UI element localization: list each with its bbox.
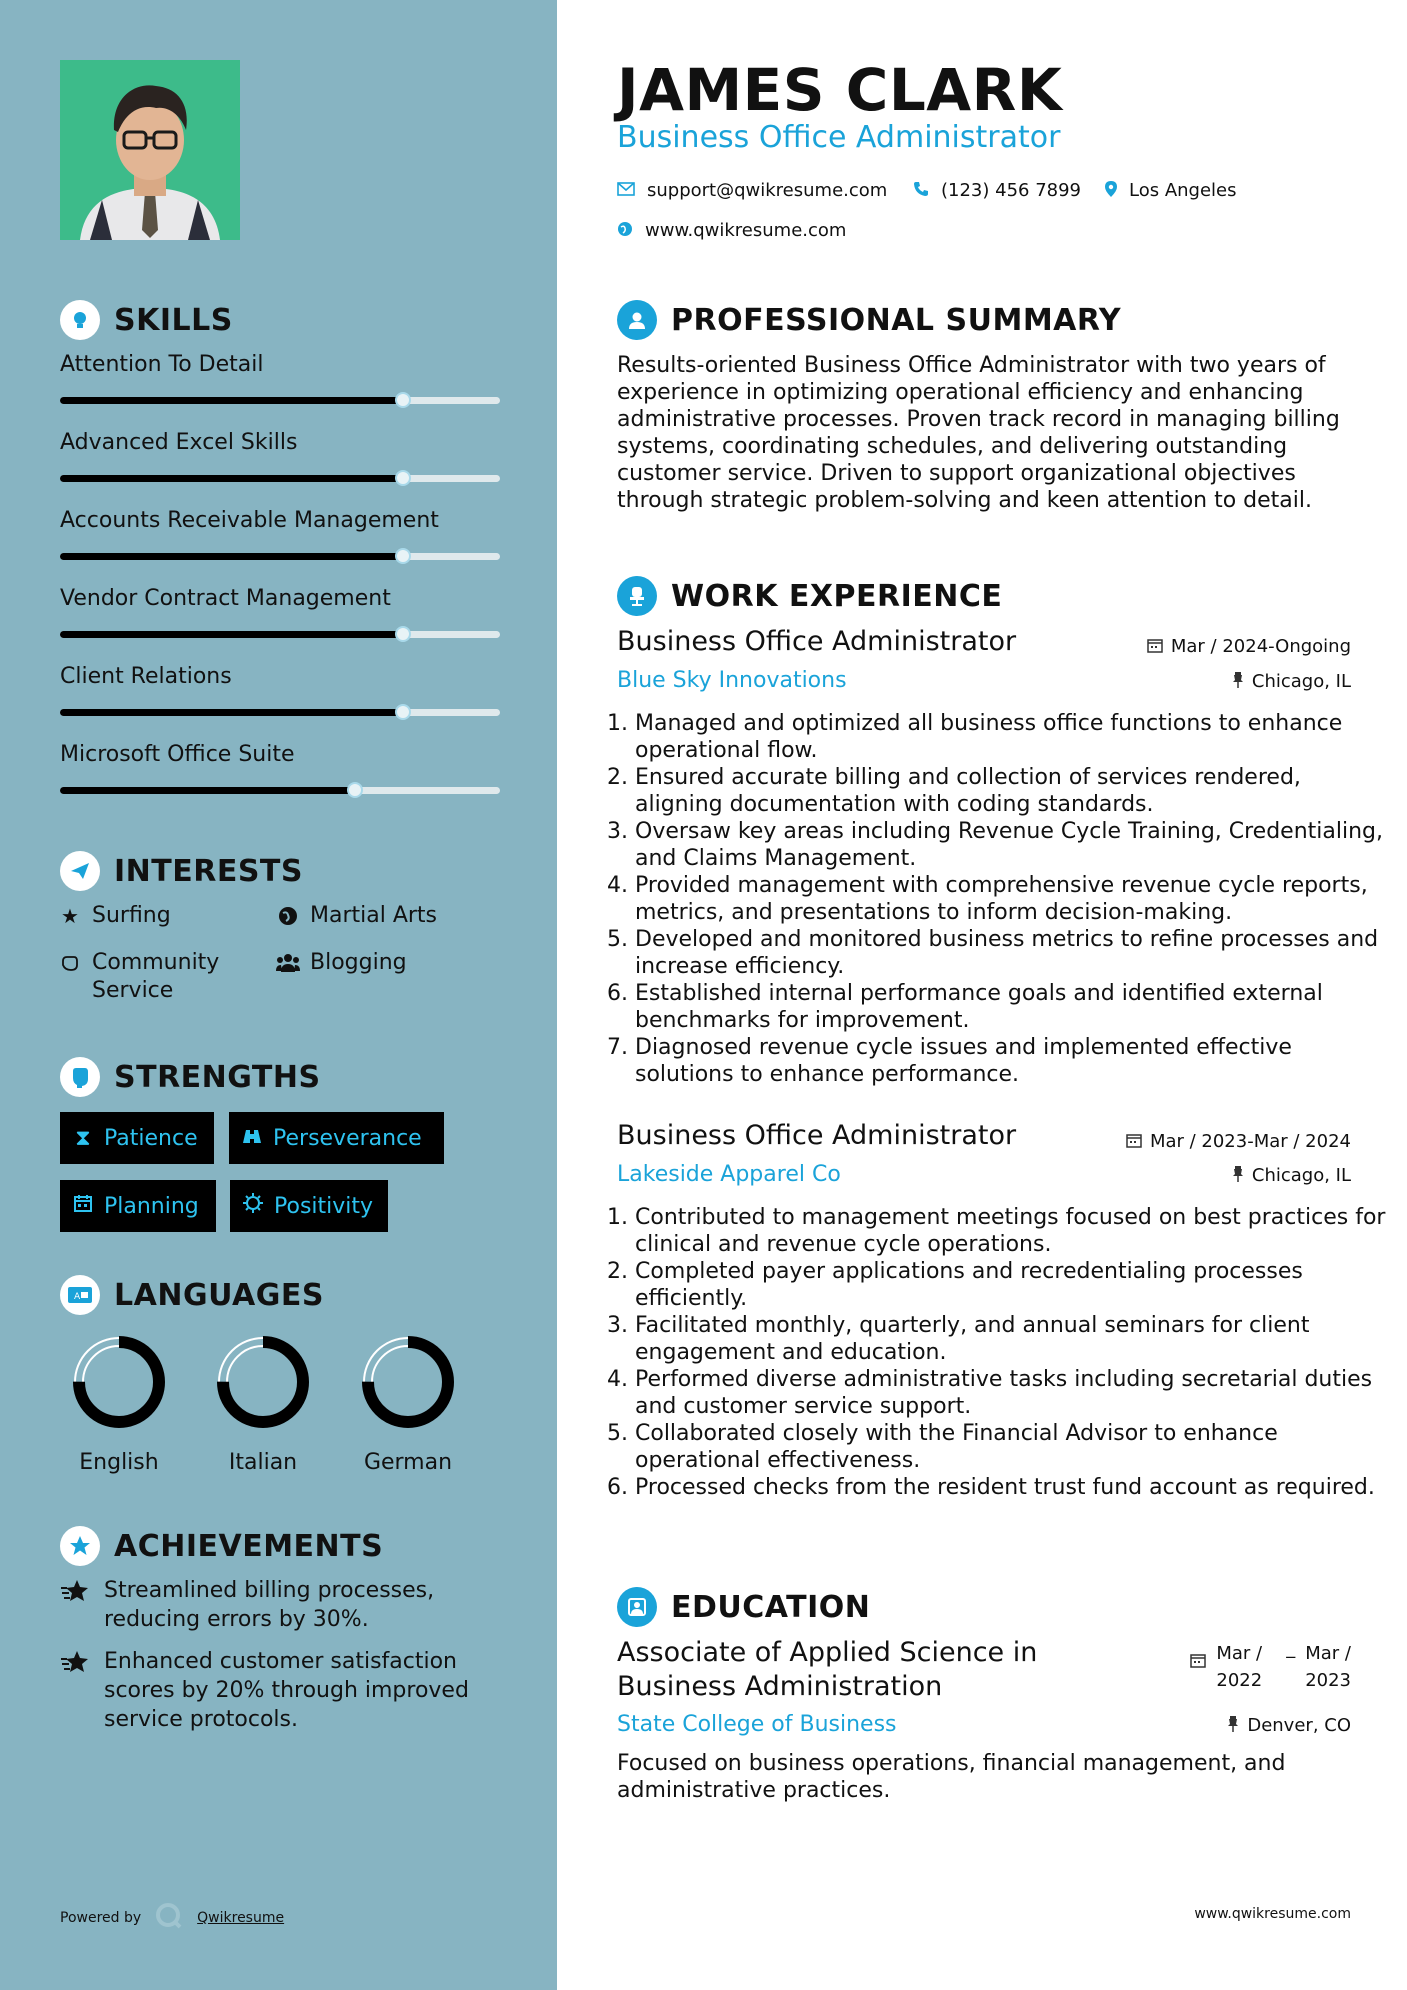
skill-level-knob: [395, 392, 411, 408]
skill-name: Attention To Detail: [60, 352, 264, 377]
education-school: State College of Business: [617, 1712, 897, 1737]
strength-label: Perseverance: [273, 1125, 422, 1151]
education-degree: [617, 1636, 1037, 1704]
experience-title: WORK EXPERIENCE: [671, 578, 1003, 614]
job-duty: 5. Developed and monitored business metrics to refine processes and increase efficiency.: [635, 926, 1395, 980]
strengths-title: STRENGTHS: [114, 1059, 321, 1095]
pin-icon: [1232, 1166, 1244, 1186]
job-duty: 2. Completed payer applications and recredentialing processes efficiently.: [635, 1258, 1395, 1312]
language-label: Italian: [228, 1450, 298, 1475]
qwikresume-logo-icon: [155, 1902, 183, 1934]
job-duty: 6. Processed checks from the resident trust fund account as required.: [635, 1474, 1395, 1501]
skill-level-bar: [60, 709, 500, 716]
language-label: German: [363, 1450, 453, 1475]
skill-level-fill: [60, 475, 403, 482]
website-text: www.qwikresume.com: [645, 220, 847, 241]
star-icon: [60, 1576, 92, 1634]
users-icon: [276, 949, 300, 977]
job-company: Lakeside Apparel Co: [617, 1162, 841, 1187]
graduate-icon: [617, 1587, 657, 1627]
education-description: Focused on business operations, financial management, and administrative practices.: [617, 1751, 1286, 1803]
job-title: Business Office Administrator: [617, 1120, 1017, 1151]
skills-title: SKILLS: [114, 302, 233, 338]
star-badge-icon: [60, 1526, 100, 1566]
powered-by: [60, 1902, 284, 1934]
skill-level-knob: [347, 782, 363, 798]
date-end-year: 2023: [1305, 1670, 1351, 1691]
hourglass-icon: ⧗: [75, 1125, 91, 1151]
job-duties-list: [599, 710, 1395, 1088]
job-location-text: Chicago, IL: [1251, 671, 1351, 692]
hand-icon: [58, 949, 82, 977]
skill-level-knob: [395, 626, 411, 642]
candidate-title: Business Office Administrator: [617, 120, 1061, 155]
skill-level-bar: [60, 553, 500, 560]
skill-level-fill: [60, 553, 403, 560]
skill-name: Accounts Receivable Management: [60, 508, 439, 533]
sun-icon: [242, 1192, 264, 1220]
skill-name: Advanced Excel Skills: [60, 430, 298, 455]
star-icon: ★: [61, 904, 79, 928]
qwikresume-link[interactable]: Qwikresume: [197, 1910, 285, 1926]
strength-patience: [60, 1112, 214, 1164]
skill-level-fill: [60, 709, 403, 716]
strength-perseverance: [229, 1112, 444, 1164]
job-duties-list: [599, 1204, 1395, 1501]
skill-name: Client Relations: [60, 664, 232, 689]
job-duty: 2. Ensured accurate billing and collection of services rendered, aligning documentation with coding standards.: [635, 764, 1395, 818]
interest-label: Blogging: [310, 950, 407, 975]
interests-heading: [60, 851, 303, 891]
degree-line-2: Business Administration: [617, 1671, 943, 1702]
chair-icon: [617, 576, 657, 616]
skill-name: Vendor Contract Management: [60, 586, 391, 611]
interest-martial-arts: [276, 902, 437, 930]
skill-level-fill: [60, 787, 355, 794]
skills-heading: [60, 300, 233, 340]
skill-item: [60, 586, 500, 638]
skill-item: [60, 664, 500, 716]
map-pin-icon: [1105, 181, 1117, 201]
job-duty: 4. Performed diverse administrative tasks including secretarial duties and customer service support.: [635, 1366, 1395, 1420]
strengths-heading: [60, 1057, 321, 1097]
language-label: English: [79, 1450, 159, 1475]
skill-level-knob: [395, 548, 411, 564]
job-date-text: Mar / 2024-Ongoing: [1170, 636, 1351, 657]
job-location: [1232, 671, 1351, 692]
main-content: [557, 0, 1407, 1990]
degree-line-1: Associate of Applied Science in: [617, 1637, 1038, 1668]
phone-icon: [913, 181, 929, 201]
job-duty: 7. Diagnosed revenue cycle issues and implemented effective solutions to enhance performance.: [635, 1034, 1395, 1088]
phone-text: (123) 456 7899: [941, 180, 1082, 201]
contact-phone[interactable]: [913, 180, 1081, 201]
job-duty: 1. Managed and optimized all business office functions to enhance operational flow.: [635, 710, 1395, 764]
achievement-text: Enhanced customer satisfaction scores by 20% through improved service protocols.: [104, 1649, 469, 1732]
language-item: [358, 1332, 458, 1475]
job-duty: 6. Established internal performance goals and identified external benchmarks for improvement.: [635, 980, 1395, 1034]
email-text: support@qwikresume.com: [647, 180, 888, 201]
achievement-item: [60, 1647, 500, 1734]
skill-item: [60, 742, 500, 794]
strength-planning: [60, 1180, 216, 1232]
education-title: EDUCATION: [671, 1589, 871, 1625]
job-duty: 1. Contributed to management meetings focused on best practices for clinical and revenue cycle operations.: [635, 1204, 1395, 1258]
job-duty: 3. Facilitated monthly, quarterly, and annual seminars for client engagement and education.: [635, 1312, 1395, 1366]
interest-community-service: [58, 949, 258, 1005]
summary-heading: [617, 300, 1121, 340]
languages-title: LANGUAGES: [114, 1277, 324, 1313]
calendar-icon: [1126, 1132, 1142, 1152]
skill-item: [60, 430, 500, 482]
globe-icon: [276, 902, 300, 930]
calendar-icon: [72, 1193, 94, 1219]
user-icon: [617, 300, 657, 340]
globe-icon: [617, 221, 633, 241]
job-date-text: Mar / 2023-Mar / 2024: [1149, 1131, 1351, 1152]
svg-text:A: A: [74, 1292, 81, 1302]
interests-title: INTERESTS: [114, 853, 303, 889]
achievements-title: ACHIEVEMENTS: [114, 1528, 384, 1564]
interest-blogging: [276, 949, 407, 977]
job-duty: 5. Collaborated closely with the Financial Advisor to enhance operational effectiveness.: [635, 1420, 1395, 1474]
skill-level-knob: [395, 704, 411, 720]
skill-level-fill: [60, 397, 403, 404]
sidebar: [0, 0, 557, 1990]
location-text: Los Angeles: [1129, 180, 1237, 201]
paper-plane-icon: [60, 851, 100, 891]
language-ring: [213, 1332, 313, 1432]
skill-level-bar: [60, 397, 500, 404]
language-ring: [358, 1332, 458, 1432]
job-duty: 4. Provided management with comprehensive revenue cycle reports, metrics, and presentations to inform decision-making.: [635, 872, 1395, 926]
language-item: [213, 1332, 313, 1475]
strength-label: Planning: [104, 1193, 199, 1219]
achievement-text: Streamlined billing processes, reducing errors by 30%.: [104, 1578, 435, 1632]
star-icon: [60, 1647, 92, 1734]
strength-label: Patience: [104, 1125, 198, 1151]
skill-item: [60, 352, 500, 404]
job-duty: 3. Oversaw key areas including Revenue Cycle Training, Credentialing, and Claims Management.: [635, 818, 1395, 872]
pin-icon: [1227, 1716, 1239, 1736]
skill-level-bar: [60, 475, 500, 482]
language-ring: [69, 1332, 169, 1432]
pin-icon: [1232, 672, 1244, 692]
calendar-icon: [1190, 1640, 1206, 1672]
skill-level-knob: [395, 470, 411, 486]
date-end-month: Mar /: [1305, 1643, 1351, 1664]
powered-by-label: Powered by: [60, 1910, 142, 1926]
interest-surfing: [58, 902, 171, 930]
skill-level-bar: [60, 787, 500, 794]
envelope-icon: [617, 181, 635, 200]
date-start-month: Mar /: [1216, 1643, 1263, 1664]
job-date: [1126, 1131, 1351, 1152]
fist-icon: [60, 1057, 100, 1097]
interest-label: Community Service: [92, 950, 220, 1003]
candidate-name: JAMES CLARK: [617, 56, 1063, 124]
language-icon: [60, 1275, 100, 1315]
language-item: [69, 1332, 169, 1475]
education-location-text: Denver, CO: [1247, 1715, 1351, 1736]
job-company: Blue Sky Innovations: [617, 668, 847, 693]
education-date-sep: _: [1286, 1638, 1296, 1659]
profile-photo: [60, 60, 240, 240]
strength-label: Positivity: [274, 1193, 374, 1219]
summary-text: Results-oriented Business Office Administrator with two years of experience in optimizing operational efficiency and enhancing administrative processes. Proven track record in managing billing systems, coordinating schedules, and delivering outstanding customer service. Driven to support organizational objectives through strategic problem-solving and keen attention to detail.: [617, 353, 1340, 513]
skill-level-bar: [60, 631, 500, 638]
contact-website[interactable]: [617, 220, 846, 241]
contact-location: [1105, 180, 1237, 201]
skill-item: [60, 508, 500, 560]
job-location-text: Chicago, IL: [1251, 1165, 1351, 1186]
job-location: [1232, 1165, 1351, 1186]
job-title: Business Office Administrator: [617, 626, 1017, 657]
education-location: [1227, 1715, 1351, 1736]
binoculars-icon: [241, 1126, 263, 1151]
summary-title: PROFESSIONAL SUMMARY: [671, 302, 1122, 338]
skill-name: Microsoft Office Suite: [60, 742, 295, 767]
footer-url[interactable]: www.qwikresume.com: [1194, 1906, 1351, 1922]
skill-level-fill: [60, 631, 403, 638]
date-start-year: 2022: [1216, 1670, 1263, 1691]
education-date-end: [1305, 1640, 1351, 1694]
education-date: [1190, 1640, 1351, 1694]
languages-heading: [60, 1275, 324, 1315]
interest-label: Martial Arts: [310, 903, 438, 928]
contact-email[interactable]: [617, 180, 887, 201]
education-date-start: [1216, 1640, 1262, 1694]
calendar-icon: [1147, 637, 1163, 657]
achievement-item: [60, 1576, 500, 1634]
lightbulb-icon: [60, 300, 100, 340]
job-date: [1147, 636, 1351, 657]
interest-label: Surfing: [92, 903, 171, 928]
education-heading: [617, 1587, 870, 1627]
experience-heading: [617, 576, 1002, 616]
achievements-heading: [60, 1526, 383, 1566]
strength-positivity: [230, 1180, 388, 1232]
